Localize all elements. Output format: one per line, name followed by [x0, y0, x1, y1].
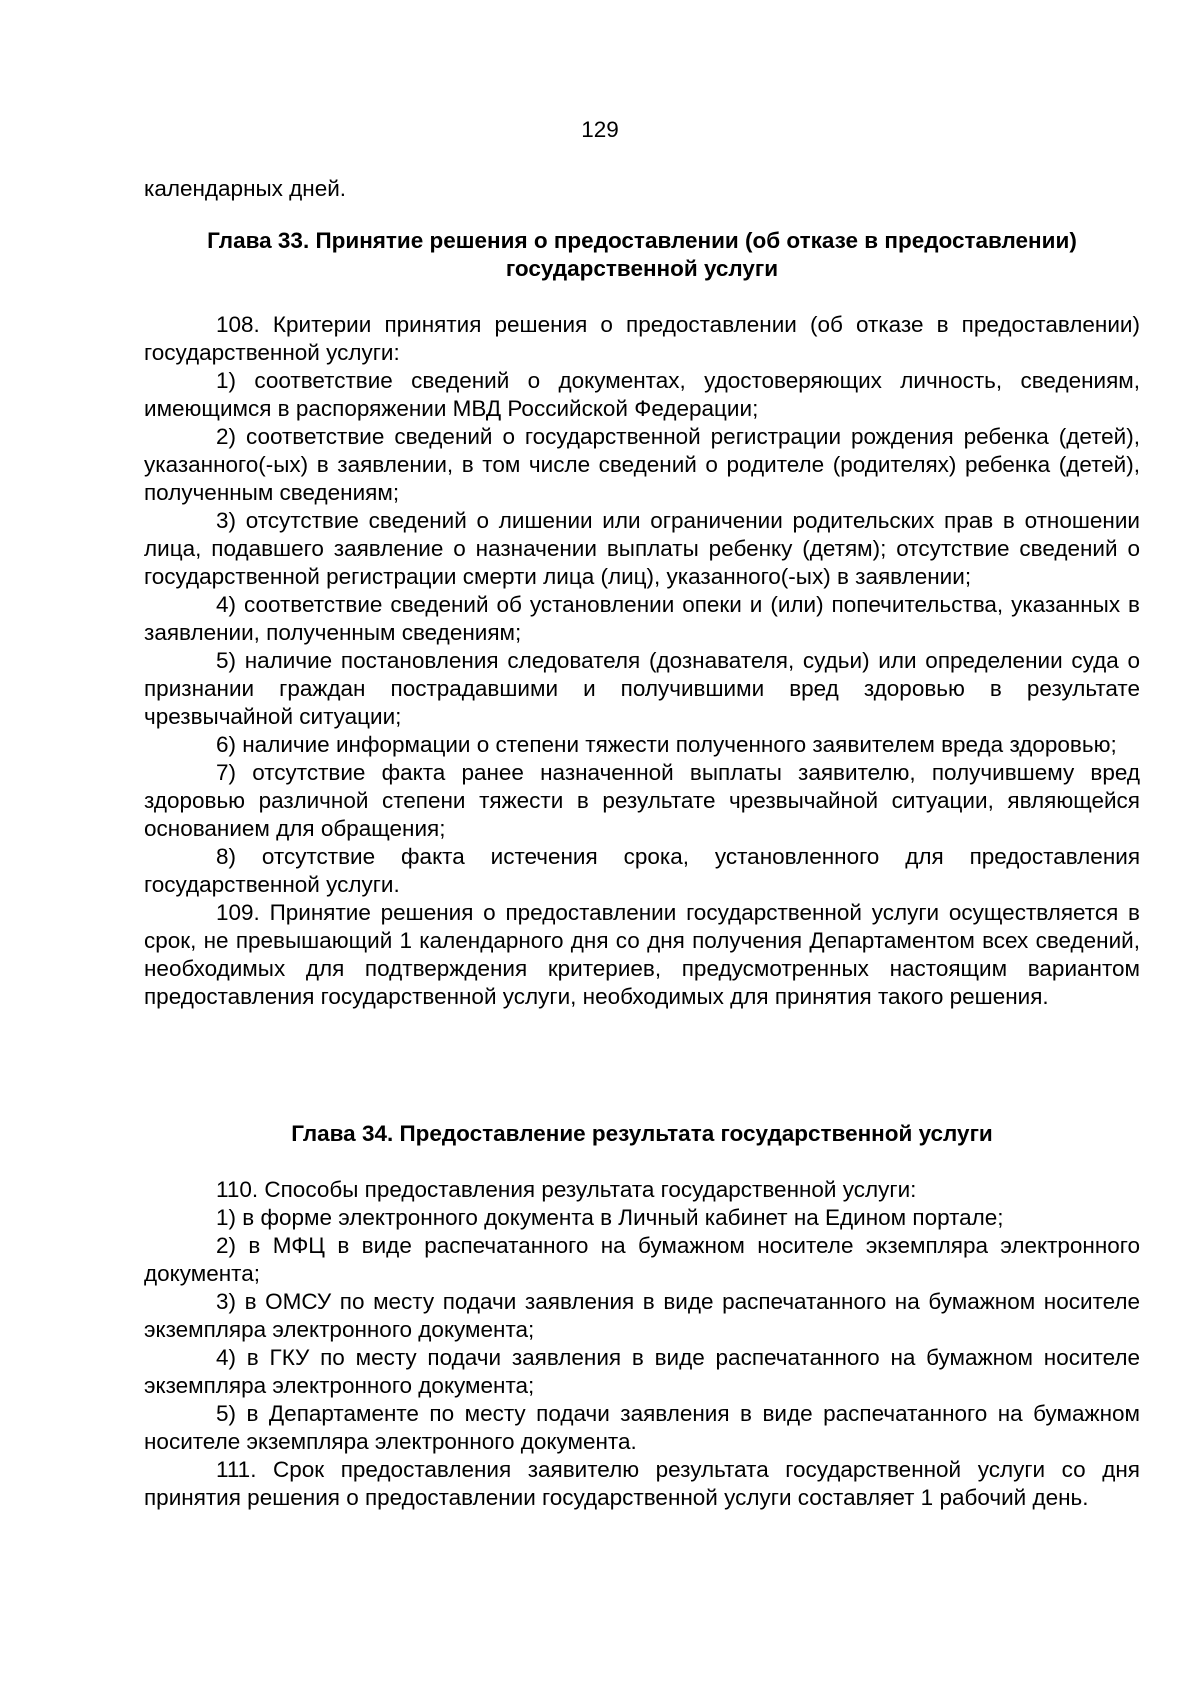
paragraph-110: 110. Способы предоставления результата государственной услуги: — [216, 1177, 917, 1202]
method-1: 1) в форме электронного документа в Личный кабинет на Едином портале; — [216, 1205, 1004, 1230]
chapter-33-body — [144, 311, 1140, 1011]
criterion-2: 2) соответствие сведений о государственной регистрации рождения ребенка (детей), указанного(-ых) в заявлении, в том числе сведений о родителе (родителях) ребенка (детей), полученным сведениям; — [144, 424, 1140, 505]
criterion-6: 6) наличие информации о степени тяжести полученного заявителем вреда здоровью; — [216, 732, 1117, 757]
criterion-5: 5) наличие постановления следователя (дознавателя, судьи) или определении суда о признании граждан пострадавшими и получившими вред здоровью в результате чрезвычайной ситуации; — [144, 648, 1140, 729]
method-2: 2) в МФЦ в виде распечатанного на бумажном носителе экземпляра электронного документа; — [144, 1233, 1140, 1286]
criterion-1: 1) соответствие сведений о документах, удостоверяющих личность, сведениям, имеющимся в распоряжении МВД Российской Федерации; — [144, 368, 1140, 421]
criterion-3: 3) отсутствие сведений о лишении или ограничении родительских прав в отношении лица, подавшего заявление о назначении выплаты ребенку (детям); отсутствие сведений о государственной регистрации смерти лица (лиц), указанного(-ых) в заявлении; — [144, 508, 1140, 589]
chapter-34-heading: Глава 34. Предоставление результата государственной услуги — [291, 1121, 993, 1146]
chapter-33-title-line-2: государственной услуги — [505, 256, 779, 281]
chapter-34-body — [144, 1176, 1140, 1512]
method-5: 5) в Департаменте по месту подачи заявления в виде распечатанного на бумажном носителе экземпляра электронного документа. — [144, 1401, 1140, 1454]
paragraph-109: 109. Принятие решения о предоставлении государственной услуги осуществляется в срок, не превышающий 1 календарного дня со дня получения Департаментом всех сведений, необходимых для подтверждения критериев, предусмотренных настоящим вариантом предоставления государственной услуги, необходимых для принятия такого решения. — [144, 900, 1140, 1009]
criterion-7: 7) отсутствие факта ранее назначенной выплаты заявителю, получившему вред здоровью различной степени тяжести в результате чрезвычайной ситуации, являющейся основанием для обращения; — [144, 760, 1140, 841]
criterion-8: 8) отсутствие факта истечения срока, установленного для предоставления государственной услуги. — [144, 844, 1140, 897]
continuation-text: календарных дней. — [144, 176, 347, 201]
chapter-33-heading — [144, 227, 1140, 283]
criterion-4: 4) соответствие сведений об установлении опеки и (или) попечительства, указанных в заявлении, полученным сведениям; — [144, 592, 1140, 645]
method-3: 3) в ОМСУ по месту подачи заявления в виде распечатанного на бумажном носителе экземпляра электронного документа; — [144, 1289, 1140, 1342]
paragraph-108: 108. Критерии принятия решения о предоставлении (об отказе в предоставлении) государственной услуги: — [144, 312, 1140, 365]
paragraph-111: 111. Срок предоставления заявителю результата государственной услуги со дня принятия решения о предоставлении государственной услуги составляет 1 рабочий день. — [144, 1457, 1140, 1510]
method-4: 4) в ГКУ по месту подачи заявления в виде распечатанного на бумажном носителе экземпляра электронного документа; — [144, 1345, 1140, 1398]
page-number: 129 — [581, 117, 619, 142]
chapter-33-title-line-1: Глава 33. Принятие решения о предоставлении (об отказе в предоставлении) — [207, 228, 1077, 253]
